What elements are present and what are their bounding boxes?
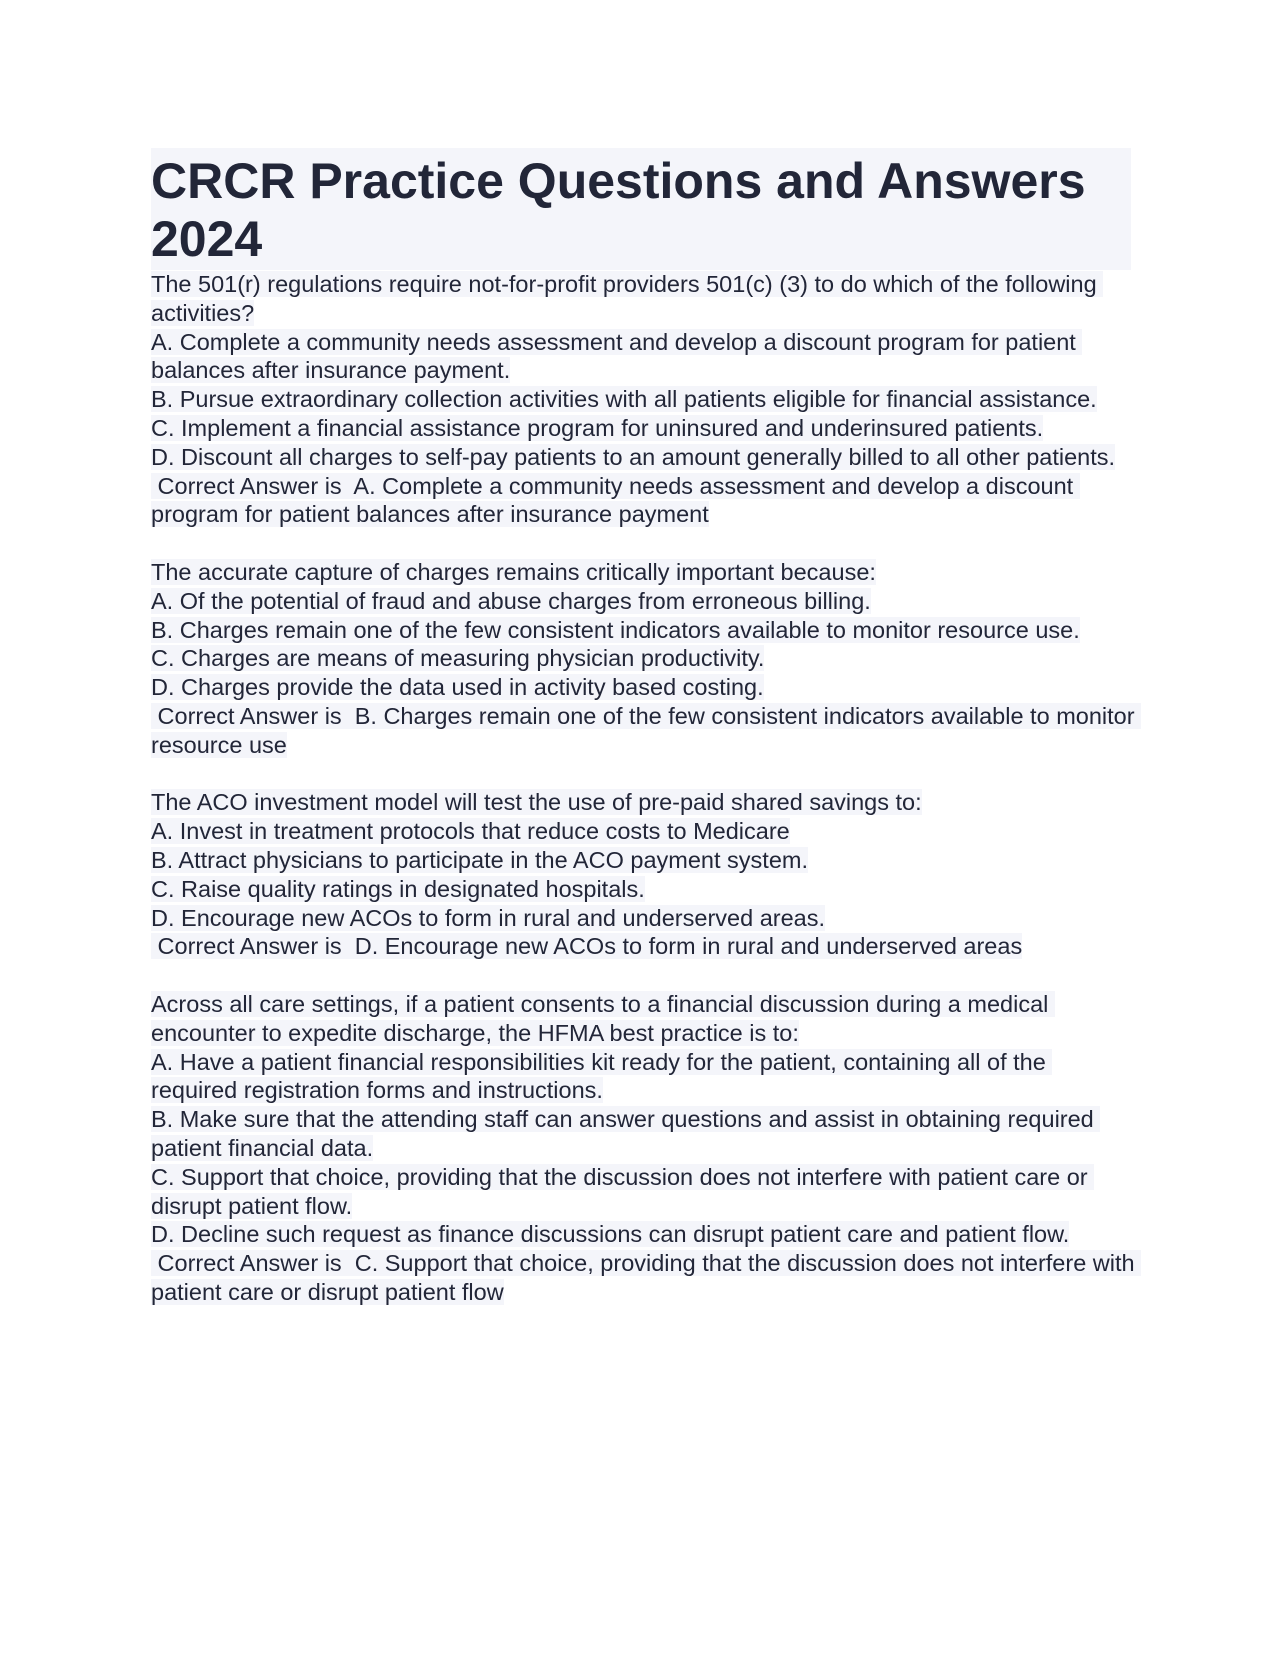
option-c: C. Support that choice, providing that the discussion does not interfere with patient care or disrupt patient flow. [151,1163,1095,1219]
question-text: The accurate capture of charges remains critically important because: [151,558,876,585]
option-c: C. Charges are means of measuring physician productivity. [151,645,765,672]
correct-answer: Correct Answer is B. Charges remain one of the few consistent indicators available to monitor resource use [151,702,1142,758]
option-b: B. Make sure that the attending staff can answer questions and assist in obtaining required patient financial data. [151,1106,1101,1161]
question-block-2 [151,558,1142,760]
option-b: B. Charges remain one of the few consistent indicators available to monitor resource use. [151,616,1080,643]
option-d: D. Charges provide the data used in activity based costing. [151,674,764,701]
option-a: A. Have a patient financial responsibilities kit ready for the patient, containing all of the required registration forms and instructions. [151,1048,1053,1104]
question-text: The 501(r) regulations require not-for-profit providers 501(c) (3) to do which of the following activities? [151,271,1104,326]
option-b: B. Attract physicians to participate in the ACO payment system. [151,846,808,873]
option-d: D. Decline such request as finance discussions can disrupt patient care and patient flow. [151,1221,1070,1248]
option-c: C. Raise quality ratings in designated hospitals. [151,875,645,902]
option-a: A. Complete a community needs assessment and develop a discount program for patient balances after insurance payment. [151,328,1083,384]
document-page [151,148,1142,1307]
option-d: D. Discount all charges to self-pay patients to an amount generally billed to all other patients. [151,443,1116,470]
question-block-4 [151,990,1142,1307]
correct-answer: Correct Answer is A. Complete a community needs assessment and develop a discount program for patient balances after insurance payment [151,472,1080,528]
option-b: B. Pursue extraordinary collection activities with all patients eligible for financial assistance. [151,386,1097,413]
option-c: C. Implement a financial assistance program for uninsured and underinsured patients. [151,414,1044,441]
question-block-1 [151,270,1136,529]
question-text: Across all care settings, if a patient consents to a financial discussion during a medical encounter to expedite discharge, the HFMA best practice is to: [151,990,1055,1046]
question-block-3 [151,788,1136,961]
option-d: D. Encourage new ACOs to form in rural and underserved areas. [151,904,826,931]
option-a: A. Of the potential of fraud and abuse charges from erroneous billing. [151,587,871,614]
correct-answer: Correct Answer is D. Encourage new ACOs to form in rural and underserved areas [151,933,1023,960]
document-title: CRCR Practice Questions and Answers 2024 [151,148,1131,270]
question-text: The ACO investment model will test the use of pre-paid shared savings to: [151,789,922,816]
option-a: A. Invest in treatment protocols that reduce costs to Medicare [151,818,790,845]
correct-answer: Correct Answer is C. Support that choice, providing that the discussion does not interfere with patient care or disrupt patient flow [151,1250,1142,1305]
